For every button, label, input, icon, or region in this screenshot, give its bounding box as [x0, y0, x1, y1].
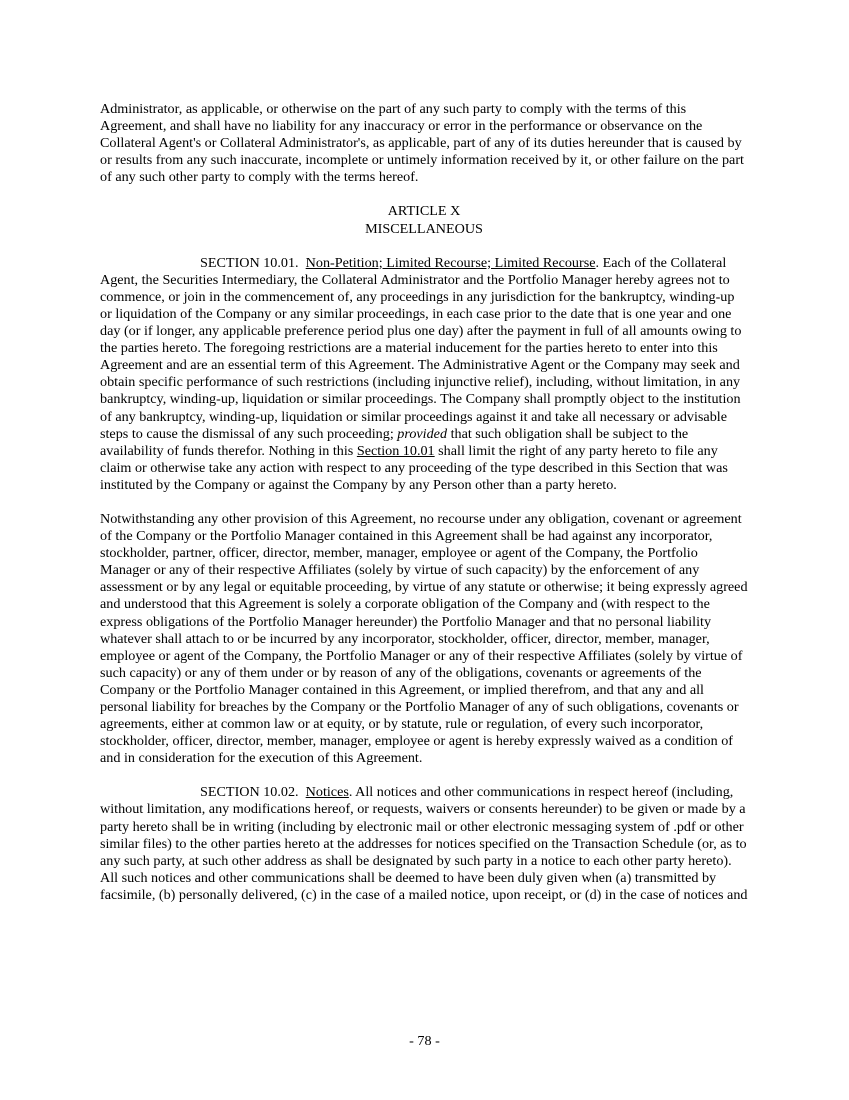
section-10-01-text-1: . Each of the Collateral Agent, the Securities Intermediary, the Collateral Administrator and the Portfolio Manager hereby agrees not to commence, or join in the commencement of, any proceedings in any jurisdiction for the bankruptcy, winding-up or liquidation of the Company or any similar proceedings, in each case prior to the date that is one year and one day (or if longer, any applicable preference period plus one day) after the payment in full of all amounts owing to the parties hereto. The foregoing restrictions are a material inducement for the parties hereto to enter into this Agreement and are an essential term of this Agreement. The Administrative Agent or the Company may seek and obtain specific performance of such restrictions (including injunctive relief), including, without limitation, in any bankruptcy, winding-up, liquidation or similar proceedings. The Company shall promptly object to the institution of any bankruptcy, winding-up, liquidation or similar proceedings against it and take all necessary or advisable steps to cause the dismissal of any such proceeding; [100, 254, 742, 442]
section-10-01 [100, 255, 748, 494]
section-10-01-text-2: that such obligation shall be subject to the availability of funds therefor. Nothing in this [100, 425, 689, 459]
section-10-01-xref: Section 10.01 [356, 442, 435, 459]
page-number: - 78 - [409, 1033, 440, 1049]
section-10-02 [100, 784, 748, 904]
section-10-02-title: Notices [305, 784, 349, 801]
section-10-01-label: SECTION 10.01. [200, 254, 299, 271]
section-10-02-label: SECTION 10.02. [200, 784, 299, 801]
document-page [100, 101, 748, 904]
section-10-02-text: . All notices and other communications in respect hereof (including, without limitation, any modifications hereof, or requests, waivers or consents hereunder) to be given or made by a party hereto shall be in writing (including by electronic mail or other electronic messaging system of .pdf or other similar files) to the other parties hereto at the addresses for notices specified on the Transaction Schedule (or, as to any such party, at such other address as shall be designated by such party in a notice to each other party hereto). All such notices and other communications shall be deemed to have been duly given when (a) transmitted by facsimile, (b) personally delivered, (c) in the case of a mailed notice, upon receipt, or (d) in the case of notices and [100, 784, 748, 903]
article-title: MISCELLANEOUS [365, 220, 483, 237]
provided-term: provided [397, 425, 448, 442]
article-number: ARTICLE X [387, 203, 461, 220]
continued-paragraph: Administrator, as applicable, or otherwise on the part of any such party to comply with the terms of this Agreement, and shall have no liability for any inaccuracy or error in the performance or observance on the Collateral Agent's or Collateral Administrator's, as applicable, part of any of its duties hereunder that is caused by or results from any such inaccurate, incomplete or untimely information received by it, or other failure on the part of any such other party to comply with the terms hereof. [100, 101, 744, 186]
section-10-01-title: Non-Petition; Limited Recourse; Limited Recourse [305, 254, 596, 271]
section-10-01-text-3: shall limit the right of any party hereto to file any claim or otherwise take any action with respect to any proceeding of the type described in this Section that was instituted by the Company or against the Company by any Person other than a party hereto. [100, 442, 728, 493]
recourse-paragraph: Notwithstanding any other provision of this Agreement, no recourse under any obligation, covenant or agreement of the Company or the Portfolio Manager contained in this Agreement shall be had against any incorporator, stockholder, partner, officer, director, member, manager, employee or agent of the Company, the Portfolio Manager or any of their respective Affiliates (solely by virtue of such capacity) by the enforcement of any assessment or by any legal or equitable proceeding, by virtue of any statute or otherwise; it being expressly agreed and understood that this Agreement is solely a corporate obligation of the Company and (with respect to the express obligations of the Portfolio Manager hereunder) the Portfolio Manager and that no personal liability whatever shall attach to or be incurred by any incorporator, stockholder, officer, director, member, manager, employee or agent of the Company, the Portfolio Manager or any of their respective Affiliates (solely by virtue of such capacity) or any of them under or by reason of any of the obligations, covenants or agreements of the Company or the Portfolio Manager contained in this Agreement, or implied therefrom, and that any and all personal liability for breaches by the Company or the Portfolio Manager of any of such obligations, covenants or agreements, either at common law or at equity, or by statute, rule or regulation, of every such incorporator, stockholder, officer, director, member, manager, employee or agent is hereby expressly waived as a condition of and in consideration for the execution of this Agreement. [100, 510, 748, 767]
